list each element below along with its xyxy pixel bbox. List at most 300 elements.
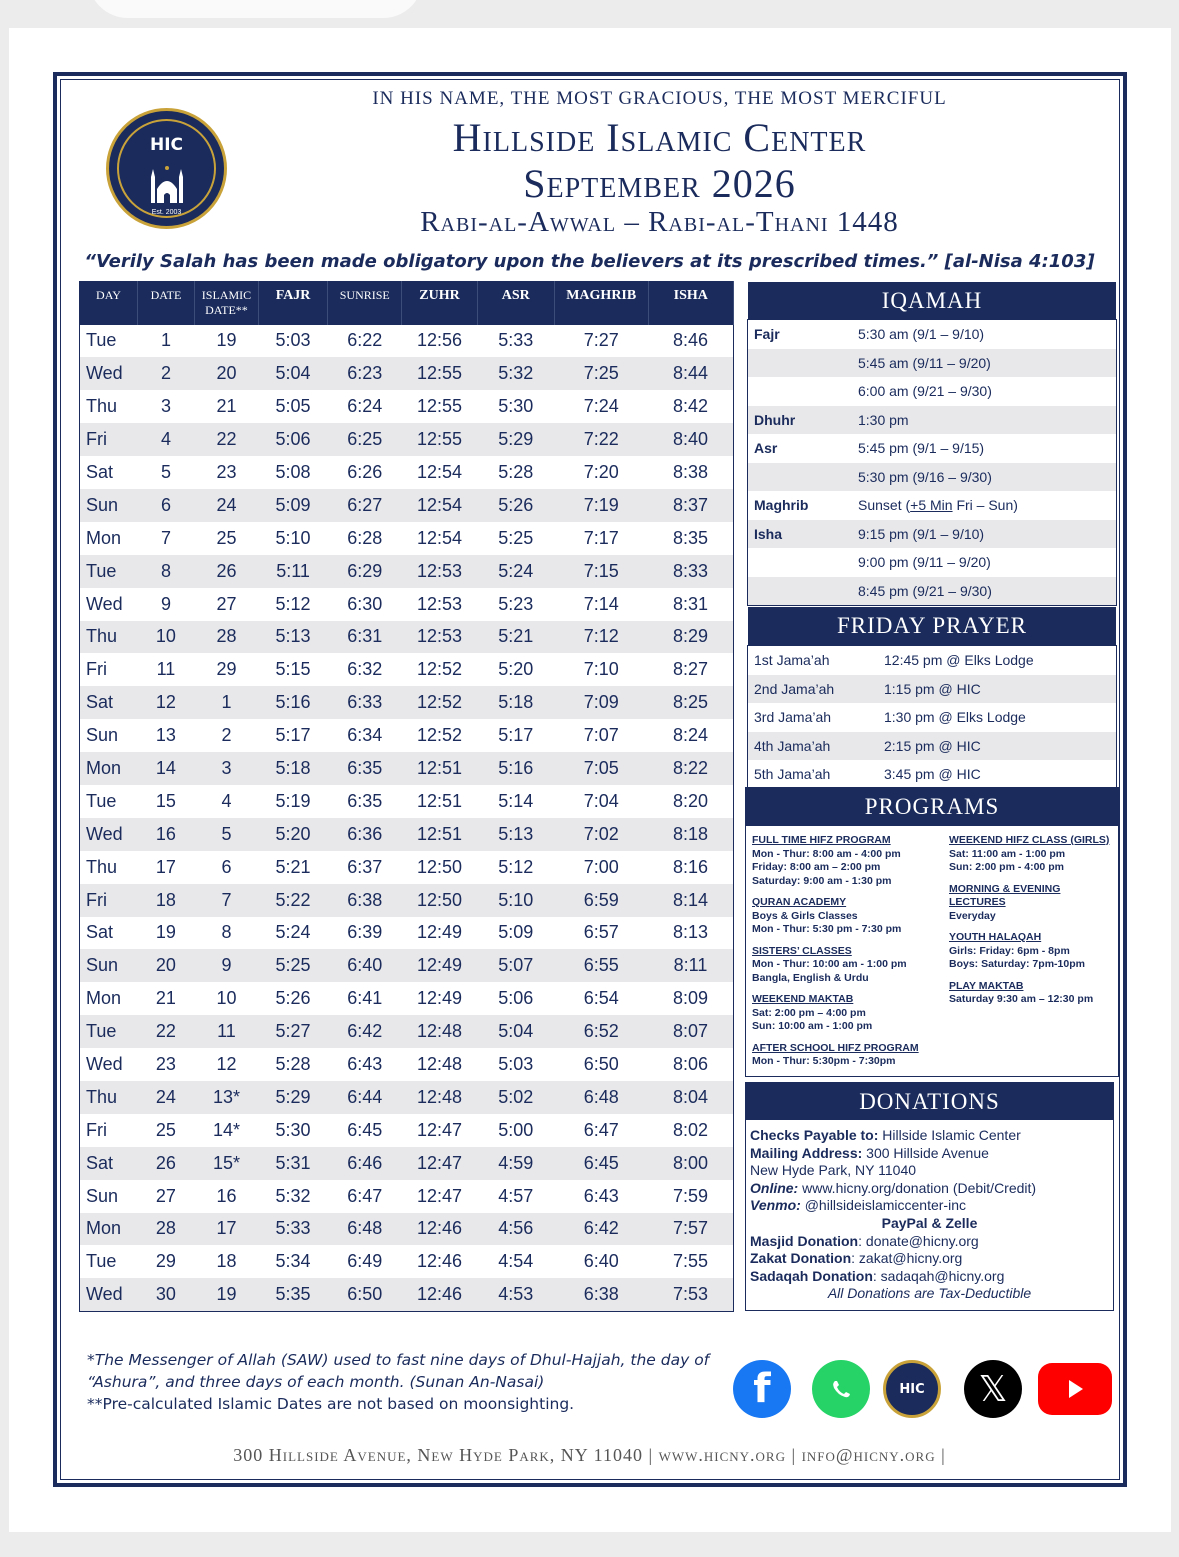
table-cell: 29	[216, 659, 237, 680]
table-cell: Wed	[80, 357, 138, 390]
month-title: September 2026	[523, 161, 796, 206]
table-cell: 6:45	[347, 1119, 383, 1140]
table-cell: Sun	[80, 949, 138, 982]
table-cell: 7:57	[648, 1213, 734, 1246]
table-cell: 7:19	[554, 489, 648, 522]
program-schedule: Everyday	[949, 909, 996, 922]
table-cell: 5:06	[258, 423, 327, 456]
iqamah-row	[748, 548, 1116, 577]
table-cell: 12:46	[402, 1278, 477, 1311]
jamaah-name: 1st Jama’ah	[754, 652, 830, 669]
table-cell: 6:33	[328, 686, 402, 719]
table-cell: 5:30	[275, 1119, 311, 1140]
youtube-icon[interactable]	[1038, 1363, 1112, 1415]
table-cell: 8:44	[648, 357, 734, 390]
table-cell: 6:22	[347, 330, 383, 351]
jamaah-time: 1:30 pm @ Elks Lodge	[884, 709, 1026, 726]
table-cell: 24	[194, 489, 258, 522]
table-cell: 6:48	[328, 1213, 402, 1246]
program-title: YOUTH HALAQAH	[949, 931, 1042, 943]
table-cell: Fri	[80, 423, 138, 456]
iqamah-time: 6:00 am (9/21 – 9/30)	[858, 383, 992, 400]
jamaah-time: 2:15 pm @ HIC	[884, 737, 981, 754]
table-cell: 25	[155, 1119, 176, 1140]
table-cell: 8:35	[672, 527, 709, 548]
table-row	[80, 1114, 734, 1147]
table-cell: 6:48	[554, 1081, 648, 1114]
table-cell: 5:35	[258, 1278, 327, 1311]
table-cell: Sun	[86, 1185, 119, 1206]
table-cell: 5:21	[275, 856, 311, 877]
table-cell: 12:47	[416, 1185, 463, 1206]
table-cell: Sat	[86, 922, 114, 943]
table-cell: 5:32	[275, 1185, 311, 1206]
table-cell: 12:56	[416, 330, 463, 351]
program-schedule: Mon - Thur: 5:30pm - 7:30pm	[752, 1055, 896, 1067]
masjid-email[interactable]: : donate@hicny.org	[858, 1232, 979, 1249]
table-cell: 8:00	[648, 1147, 734, 1180]
table-cell: 7:55	[672, 1251, 709, 1272]
table-cell: 8	[221, 922, 232, 943]
table-cell: 5:32	[477, 357, 554, 390]
table-cell: 5:16	[258, 686, 327, 719]
table-cell: Tue	[86, 790, 117, 811]
table-cell: 12:48	[402, 1081, 477, 1114]
table-cell: 5:09	[498, 922, 534, 943]
table-cell: 8:22	[648, 752, 734, 785]
program-schedule: Bangla, English & Urdu	[752, 971, 869, 984]
table-cell: 6:55	[554, 949, 648, 982]
table-cell: 8:31	[672, 593, 709, 614]
table-cell: 5:30	[498, 396, 534, 417]
table-cell: 18	[137, 884, 194, 917]
facebook-icon[interactable]: f	[733, 1360, 791, 1418]
table-cell: 5:28	[498, 462, 534, 482]
table-cell: 6:52	[554, 1015, 648, 1048]
table-cell: 8:06	[672, 1054, 709, 1075]
column-header: DATE	[137, 282, 194, 325]
table-cell: 6:35	[328, 752, 402, 785]
table-cell: 5:26	[477, 489, 554, 522]
prayer-times-table	[79, 281, 734, 1312]
table-cell: 5:04	[477, 1015, 554, 1048]
table-cell: 19	[194, 1278, 258, 1311]
table-cell: Mon	[86, 527, 122, 548]
table-cell: 5:12	[498, 856, 534, 877]
table-cell: 6:37	[347, 856, 383, 877]
table-cell: Wed	[80, 818, 138, 851]
table-cell: 4:57	[498, 1185, 534, 1206]
table-cell: 6:49	[347, 1251, 383, 1272]
table-cell: 3	[160, 396, 171, 417]
table-cell: 7	[194, 884, 258, 917]
iqamah-row	[748, 406, 1116, 435]
table-row	[80, 851, 734, 884]
table-row	[80, 785, 734, 818]
table-cell: 5:29	[258, 1081, 327, 1114]
table-cell: 5:02	[477, 1081, 554, 1114]
table-cell: 2	[221, 725, 232, 746]
table-cell: 27	[216, 593, 237, 614]
iqamah-time: 9:15 pm (9/1 – 9/10)	[858, 525, 985, 542]
table-cell: 5:31	[258, 1147, 327, 1180]
table-cell: 12:51	[416, 790, 463, 811]
table-cell: 12:53	[402, 621, 477, 654]
sadaqah-email[interactable]: : sadaqah@hicny.org	[872, 1267, 1005, 1284]
iqamah-row	[748, 577, 1116, 606]
table-cell: 5:03	[498, 1054, 534, 1075]
table-cell: 6:44	[328, 1081, 402, 1114]
table-cell: 5:13	[258, 621, 327, 654]
table-cell: 12:51	[402, 818, 477, 851]
table-cell: Wed	[86, 593, 123, 614]
table-cell: 5:09	[258, 489, 327, 522]
program-schedule: Saturday 9:30 am – 12:30 pm	[949, 993, 1094, 1005]
program-schedule: Mon - Thur: 5:30 pm - 7:30 pm	[752, 923, 902, 935]
table-cell: 6:38	[554, 1278, 648, 1311]
jamaah-name: 2nd Jama’ah	[754, 680, 835, 697]
table-cell: 6:38	[328, 884, 402, 917]
program-schedule: Sat: 2:00 pm – 4:00 pm	[752, 1006, 866, 1019]
table-cell: 7:25	[554, 357, 648, 390]
table-cell: 5:05	[275, 396, 311, 417]
table-cell: 4:53	[477, 1278, 554, 1311]
column-header: FAJR	[258, 282, 327, 325]
table-cell: 30	[137, 1278, 194, 1311]
table-row	[80, 489, 734, 522]
table-cell: 6:43	[583, 1185, 619, 1206]
table-cell: 7:00	[583, 856, 619, 877]
program-schedule: Sat: 11:00 am - 1:00 pm	[949, 847, 1066, 860]
table-cell: 28	[137, 1213, 194, 1246]
table-cell: 8	[137, 555, 194, 588]
top-page-edge	[88, 0, 423, 18]
table-cell: Mon	[80, 1213, 138, 1246]
table-cell: 5:18	[477, 686, 554, 719]
table-cell: 5:34	[275, 1251, 311, 1272]
table-cell: 7:04	[583, 790, 619, 811]
table-cell: 6:50	[583, 1054, 619, 1075]
table-cell: 6:25	[328, 423, 402, 456]
iqamah-row	[748, 491, 1116, 520]
table-cell: 13*	[194, 1081, 258, 1114]
venmo-handle[interactable]: @hillsideislamiccenter-inc	[800, 1197, 966, 1214]
table-cell: 8:37	[648, 489, 734, 522]
table-cell: 5	[160, 462, 171, 482]
table-cell: 6:59	[554, 884, 648, 917]
table-cell: 8:20	[672, 790, 709, 811]
iqamah-row	[748, 520, 1116, 549]
table-cell: 5:27	[258, 1015, 327, 1048]
column-header: SUNRISE	[328, 282, 402, 325]
table-cell: Fri	[86, 659, 107, 680]
column-header: ZUHR	[402, 282, 477, 325]
table-cell: 8:13	[672, 922, 709, 943]
table-cell: Tue	[80, 555, 138, 588]
program-title: SISTERS’ CLASSES	[752, 944, 852, 957]
program-schedule: Sun: 10:00 am - 1:00 pm	[752, 1020, 873, 1032]
table-row	[80, 884, 734, 917]
table-cell: 7:17	[583, 527, 619, 548]
table-cell: Sat	[86, 462, 114, 482]
friday-prayer-box	[747, 645, 1117, 790]
quran-verse: “Verily Salah has been made obligatory upon the believers at its prescribed times.” [al-Nisa 4:103]	[84, 251, 1095, 272]
table-cell: 6:46	[328, 1147, 402, 1180]
table-cell: 6:32	[347, 659, 383, 680]
table-cell: Sat	[80, 1147, 138, 1180]
footnote-islamic-dates: **Pre-calculated Islamic Dates are not based on moonsighting.	[87, 1395, 575, 1413]
table-cell: 8:24	[672, 725, 709, 746]
table-row	[80, 1147, 734, 1180]
table-row	[80, 423, 734, 456]
table-row	[80, 1245, 734, 1278]
iqamah-prayer-name: Isha	[754, 525, 783, 542]
program-schedule: Friday: 8:00 am – 2:00 pm	[752, 861, 881, 873]
table-cell: 12:51	[402, 752, 477, 785]
table-cell: 7:07	[583, 725, 619, 746]
table-cell: 12:55	[402, 357, 477, 390]
table-cell: Fri	[86, 1119, 107, 1140]
table-row	[80, 325, 734, 358]
table-cell: 8:09	[672, 988, 709, 1009]
iqamah-prayer-name: Maghrib	[754, 497, 809, 514]
table-cell: 12	[216, 1054, 237, 1075]
program-schedule: Mon - Thur: 10:00 am - 1:00 pm	[752, 958, 907, 970]
table-cell: 7:22	[554, 423, 648, 456]
table-cell: 17	[194, 1213, 258, 1246]
tax-note: All Donations are Tax-Deductible	[827, 1285, 1032, 1302]
table-cell: 8:27	[672, 659, 709, 680]
table-row	[80, 522, 734, 555]
table-cell: 6:23	[328, 357, 402, 390]
table-cell: 24	[137, 1081, 194, 1114]
iqamah-row	[748, 377, 1116, 406]
whatsapp-icon[interactable]	[812, 1360, 870, 1418]
table-cell: 5:07	[477, 949, 554, 982]
table-row	[80, 686, 734, 719]
table-cell: 15*	[194, 1147, 258, 1180]
table-cell: Mon	[80, 752, 138, 785]
table-cell: 8:07	[648, 1015, 734, 1048]
table-cell: 4	[221, 790, 232, 811]
table-cell: 1	[160, 330, 171, 351]
programs-right-column	[949, 834, 1114, 1007]
table-cell: 21	[216, 396, 237, 417]
table-row	[80, 1015, 734, 1048]
table-cell: 4:59	[477, 1147, 554, 1180]
table-cell: 8:42	[672, 396, 709, 417]
program-title: PLAY MAKTAB	[949, 979, 1024, 992]
table-cell: 5:21	[477, 621, 554, 654]
table-cell: Thu	[86, 856, 118, 877]
table-cell: 7:20	[583, 462, 619, 482]
column-header: MAGHRIB	[554, 282, 648, 325]
iqamah-time: 9:00 pm (9/11 – 9/20)	[858, 554, 991, 571]
table-cell: 6:40	[583, 1251, 619, 1272]
programs-left-column	[752, 834, 942, 1069]
program-schedule: Boys: Saturday: 7pm-10pm	[949, 958, 1085, 970]
hic-logo: HIC Est. 2003	[106, 108, 227, 229]
table-cell: 12:54	[416, 527, 463, 548]
table-cell: 4:56	[477, 1213, 554, 1246]
table-cell: 5:04	[258, 357, 327, 390]
table-row	[80, 818, 734, 851]
table-cell: Thu	[80, 621, 138, 654]
table-cell: 6:31	[328, 621, 402, 654]
table-cell: 6:34	[347, 725, 383, 746]
table-cell: 12:47	[416, 1119, 463, 1140]
table-cell: 22	[137, 1015, 194, 1048]
table-cell: 12:50	[416, 856, 463, 877]
table-cell: 5:22	[258, 884, 327, 917]
table-cell: 16	[216, 1185, 237, 1206]
table-cell: 25	[216, 527, 237, 548]
table-cell: 6:54	[583, 988, 619, 1009]
table-cell: 5:24	[275, 922, 311, 943]
iqamah-time: 8:45 pm (9/21 – 9/30)	[858, 582, 992, 599]
table-header-row	[80, 282, 734, 325]
table-cell: 12:48	[402, 1015, 477, 1048]
iqamah-time: 5:30 pm (9/16 – 9/30)	[858, 468, 992, 485]
table-cell: 21	[155, 988, 176, 1009]
table-cell: 6:47	[583, 1119, 619, 1140]
table-cell: Tue	[86, 330, 117, 351]
table-row	[80, 555, 734, 588]
table-cell: 3	[194, 752, 258, 785]
table-cell: 5:20	[498, 659, 534, 680]
table-cell: 6:27	[328, 489, 402, 522]
table-cell: 19	[155, 922, 176, 943]
table-cell: 5:10	[477, 884, 554, 917]
table-row	[80, 1180, 734, 1213]
table-cell: 8:38	[672, 462, 709, 482]
iqamah-title: IQAMAH	[748, 282, 1116, 319]
table-cell: 6:24	[347, 396, 383, 417]
table-cell: 12:52	[402, 686, 477, 719]
table-cell: 12	[137, 686, 194, 719]
table-cell: 7:09	[554, 686, 648, 719]
table-cell: Sat	[80, 686, 138, 719]
table-row	[80, 1213, 734, 1246]
table-cell: 6:42	[554, 1213, 648, 1246]
program-title: FULL TIME HIFZ PROGRAM	[752, 834, 891, 846]
table-cell: 28	[194, 621, 258, 654]
table-cell: 5:29	[477, 423, 554, 456]
friday-prayer-row	[748, 760, 1116, 789]
table-row	[80, 752, 734, 785]
program-title: QURAN ACADEMY	[752, 896, 847, 908]
table-cell: 8:11	[648, 949, 734, 982]
table-cell: 8:14	[648, 884, 734, 917]
donation-link[interactable]: www.hicny.org/donation (Debit/Credit)	[798, 1179, 1037, 1196]
table-cell: 12:55	[402, 423, 477, 456]
table-cell: 8:18	[648, 818, 734, 851]
table-cell: 5:20	[258, 818, 327, 851]
table-cell: 6:39	[347, 922, 383, 943]
table-cell: 8:46	[672, 330, 709, 351]
iqamah-time: 1:30 pm	[858, 411, 909, 428]
table-cell: 7:12	[554, 621, 648, 654]
table-row	[80, 390, 734, 423]
table-cell: 7:05	[554, 752, 648, 785]
table-cell: 8:04	[648, 1081, 734, 1114]
table-cell: 5:17	[275, 725, 311, 746]
table-row	[80, 1278, 734, 1311]
table-cell: 5:28	[275, 1054, 311, 1075]
table-cell: 5:33	[498, 330, 534, 351]
table-cell: 9	[194, 949, 258, 982]
jamaah-time: 12:45 pm @ Elks Lodge	[884, 652, 1034, 669]
table-cell: 12:54	[416, 462, 463, 482]
table-cell: 10	[216, 988, 237, 1009]
column-header: ISLAMIC DATE**	[194, 282, 258, 325]
table-row	[80, 621, 734, 654]
table-cell: Wed	[80, 1278, 138, 1311]
table-cell: 5:18	[258, 752, 327, 785]
zakat-email[interactable]: : zakat@hicny.org	[851, 1250, 963, 1267]
program-schedule: Mon - Thur: 8:00 am - 4:00 pm	[752, 847, 901, 860]
iqamah-row	[748, 349, 1116, 378]
table-cell: 5:11	[258, 555, 327, 588]
table-cell: 6:43	[347, 1054, 383, 1075]
table-cell: 6:28	[347, 527, 383, 548]
donations-title: DONATIONS	[746, 1083, 1113, 1120]
table-cell: 26	[194, 555, 258, 588]
table-cell: 12:54	[402, 489, 477, 522]
iqamah-prayer-name: Asr	[754, 440, 778, 457]
footnotes	[87, 1349, 727, 1415]
jamaah-name: 5th Jama’ah	[754, 766, 831, 783]
table-cell: 12:49	[402, 949, 477, 982]
programs-title: PROGRAMS	[746, 788, 1118, 826]
table-cell: 11	[194, 1015, 258, 1048]
table-cell: 9	[160, 593, 171, 614]
iqamah-time: 5:30 am (9/1 – 9/10)	[858, 326, 985, 343]
table-cell: 6:47	[347, 1185, 383, 1206]
table-cell: 20	[194, 357, 258, 390]
table-cell: 19	[216, 330, 237, 351]
table-cell: 6:45	[554, 1147, 648, 1180]
table-cell: 5:25	[258, 949, 327, 982]
iqamah-prayer-name: Fajr	[754, 326, 780, 343]
iqamah-row	[748, 463, 1116, 492]
iqamah-row	[748, 320, 1116, 349]
table-cell: 7:14	[583, 593, 619, 614]
table-row	[80, 1048, 734, 1081]
table-cell: 6:26	[347, 462, 383, 482]
table-row	[80, 982, 734, 1015]
jamaah-name: 4th Jama’ah	[754, 737, 831, 754]
iqamah-time: Sunset (+5 Min Fri – Sun)	[858, 497, 1018, 514]
center-name: Hillside Islamic Center	[452, 115, 867, 160]
x-icon[interactable]: 𝕏	[964, 1360, 1022, 1418]
table-cell: 5:19	[275, 790, 311, 811]
program-schedule: Saturday: 9:00 am - 1:30 pm	[752, 874, 892, 887]
table-cell: 4:54	[498, 1251, 534, 1272]
table-cell: 6:40	[328, 949, 402, 982]
hic-logo-icon[interactable]: HIC	[883, 1360, 941, 1418]
table-cell: 10	[137, 621, 194, 654]
table-cell: 5:03	[275, 330, 311, 351]
table-cell: 12:52	[416, 725, 463, 746]
program-schedule: Boys & Girls Classes	[752, 909, 858, 922]
table-cell: 20	[137, 949, 194, 982]
table-cell: 8:33	[648, 555, 734, 588]
table-cell: Sun	[80, 489, 138, 522]
table-cell: 22	[194, 423, 258, 456]
table-cell: 7:53	[648, 1278, 734, 1311]
table-cell: 6	[137, 489, 194, 522]
